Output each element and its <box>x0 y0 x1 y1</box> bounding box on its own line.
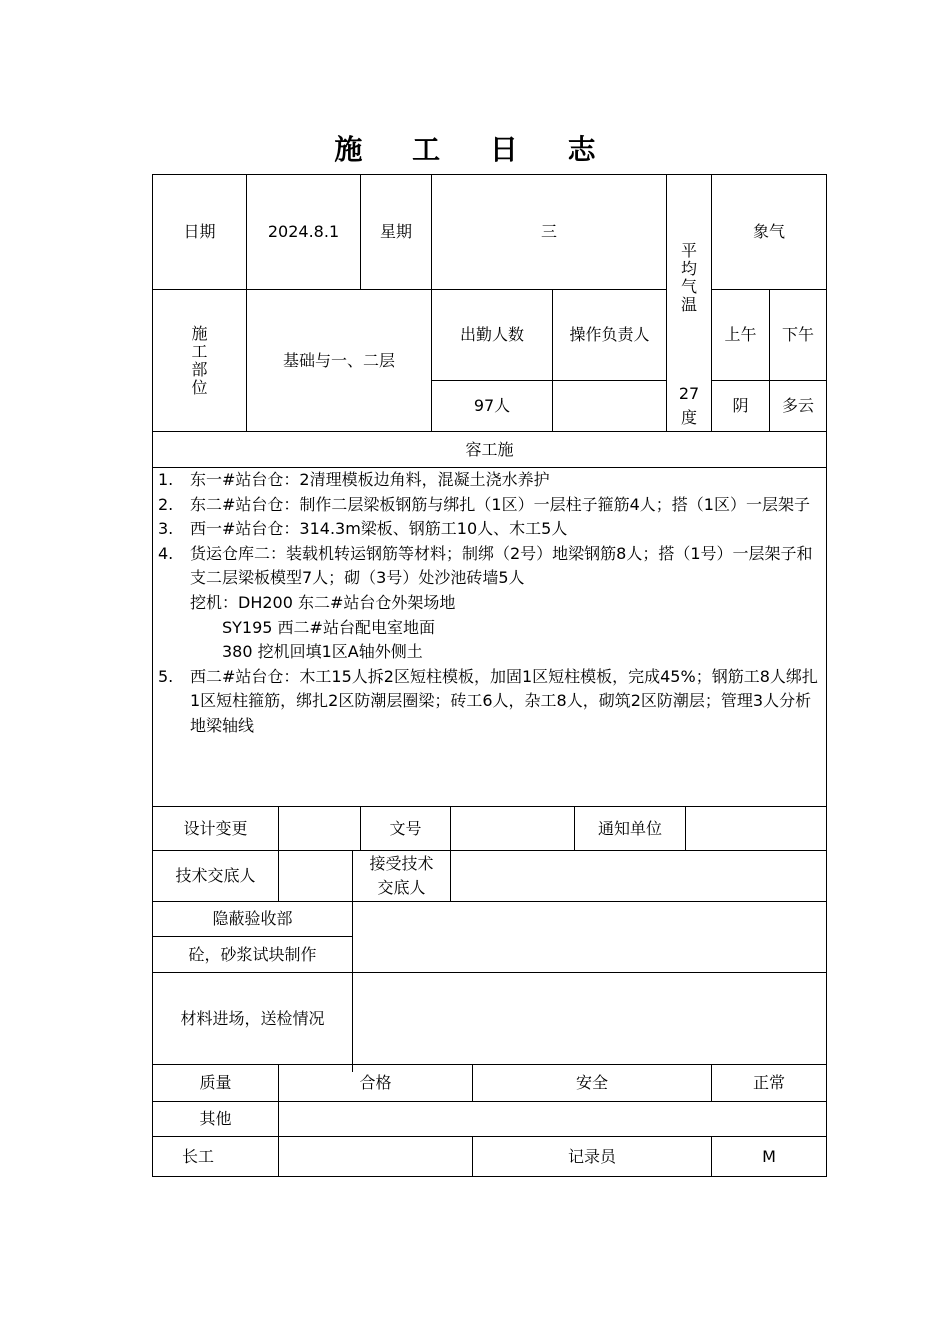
weekday-label: 星期 <box>379 222 412 241</box>
date-label: 日期 <box>183 222 216 241</box>
safety-value: 正常 <box>752 1073 785 1092</box>
recorder-value: M <box>762 1146 776 1166</box>
supervisor-label: 操作负责人 <box>569 325 650 344</box>
attendance-label: 出勤人数 <box>459 325 524 344</box>
item-number: 5. <box>158 666 174 686</box>
excavator-line: 380 挖机回填1区A轴外侧土 <box>222 642 423 662</box>
supervisor-value <box>553 381 666 431</box>
quality-value: 合格 <box>359 1073 392 1092</box>
list-item <box>158 517 820 542</box>
hidden-accept-label: 隐蔽验收部 <box>212 909 293 928</box>
list-item <box>158 542 820 591</box>
item-number: 3. <box>158 519 174 539</box>
item-text: 西二#站台仓：木工15人拆2区短柱模板，加固1区短柱模板，完成45%；钢筋工8人绑扎1区短柱箍筋，绑扎2区防潮层圈梁；砖工6人，杂工8人，砌筑2区防潮层；管理3人分析地梁轴线 <box>190 666 818 735</box>
pm-label: 下午 <box>781 325 814 344</box>
weather-label: 象气 <box>752 222 785 241</box>
item-text: 货运仓库二：装载机转运钢筋等材料；制绑（2号）地梁钢筋8人；搭（1号）一层架子和支二层梁板模型7人；砌（3号）处沙池砖墙5人 <box>190 543 813 588</box>
avg-temp-label: 平均气温 <box>680 240 697 314</box>
avg-temp-label-cell <box>667 175 711 380</box>
receive-tech-label <box>353 851 450 901</box>
design-change-label: 设计变更 <box>183 818 248 838</box>
doc-no-label: 文号 <box>389 818 422 838</box>
tech-brief-label: 技术交底人 <box>175 866 256 885</box>
location-value: 基础与一、二层 <box>282 350 395 370</box>
material-label: 材料进场，送检情况 <box>180 1008 325 1028</box>
concrete-test-label: 砼，砂浆试块制作 <box>188 944 317 964</box>
work-content-list <box>158 468 820 739</box>
am-weather: 阴 <box>732 396 749 415</box>
safety-label: 安全 <box>575 1073 608 1092</box>
avg-temp-value: 27度 <box>678 384 700 427</box>
location-label-cell <box>153 290 246 431</box>
content-header: 容工施 <box>465 439 514 459</box>
excavator-line: SY195 西二#站台配电室地面 <box>222 617 435 637</box>
item-number: 1. <box>158 470 174 489</box>
avg-temp-value-cell <box>667 381 711 431</box>
list-item <box>158 468 820 493</box>
other-label: 其他 <box>199 1109 232 1128</box>
weekday-value: 三 <box>540 222 557 241</box>
construction-log-table <box>152 174 827 1177</box>
date-value: 2024.8.1 <box>267 222 340 241</box>
recorder-label: 记录员 <box>567 1146 616 1166</box>
excavator-line: 挖机：DH200 东二#站台仓外架场地 <box>190 592 456 612</box>
am-label: 上午 <box>724 325 757 344</box>
pm-weather: 多云 <box>781 396 814 415</box>
foreman-label: 长工 <box>181 1146 214 1166</box>
item-text: 东二#站台仓：制作二层梁板钢筋与绑扎（1区）一层柱子箍筋4人；搭（1区）一层架子 <box>190 494 810 514</box>
location-label: 施工部位 <box>191 323 208 397</box>
item-text: 西一#站台仓：314.3m梁板、钢筋工10人、木工5人 <box>190 519 568 539</box>
page-title: 施 工 日 志 <box>334 133 616 166</box>
attendance-value: 97人 <box>473 396 511 415</box>
receive-tech-text: 接受技术交底人 <box>369 854 434 897</box>
notify-unit-label: 通知单位 <box>597 818 662 838</box>
item-text: 东一#站台仓：2清理模板边角料，混凝土浇水养护 <box>190 470 550 489</box>
list-item <box>158 493 820 518</box>
list-item <box>158 665 820 739</box>
item-number: 2. <box>158 494 174 514</box>
item-number: 4. <box>158 543 174 563</box>
quality-label: 质量 <box>199 1073 232 1092</box>
